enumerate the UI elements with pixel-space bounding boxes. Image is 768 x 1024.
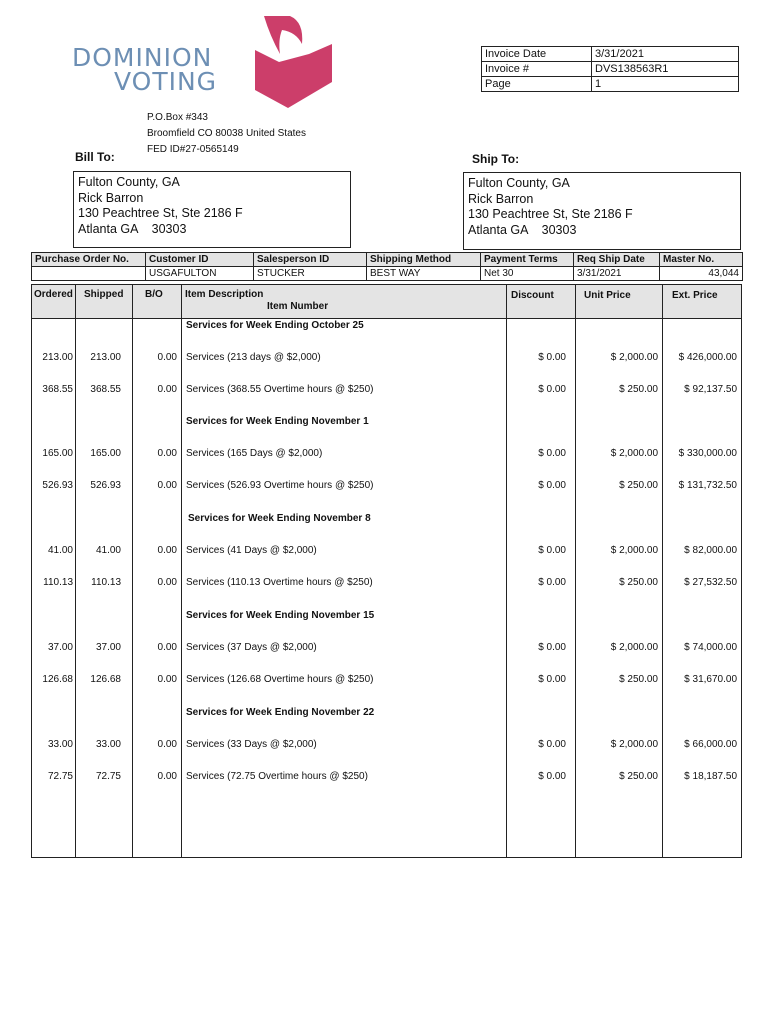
backorder-qty: 0.00 [157,739,177,750]
backorder-qty: 0.00 [157,577,177,588]
order-header-table [31,252,743,281]
ship-to-address [463,172,741,250]
logo-mark-icon [252,14,336,110]
ordered-qty: 110.13 [43,577,73,588]
salesperson-id-label: Salesperson ID [254,253,367,267]
item-description: Services (526.93 Overtime hours @ $250) [186,480,374,491]
section-title: Services for Week Ending November 22 [186,707,375,718]
column-header-bg [31,284,742,318]
req-ship-date-label: Req Ship Date [574,253,660,267]
company-fed-id: FED ID#27-0565149 [147,144,239,155]
grid-line [132,284,133,858]
payment-terms-value: Net 30 [481,267,574,281]
ordered-qty: 126.68 [42,674,73,685]
col-item-description-header: Item Description [185,289,264,300]
ordered-qty: 368.55 [42,384,73,395]
ext-price-value: $ 131,732.50 [678,480,737,491]
ext-price-value: $ 18,187.50 [684,771,737,782]
backorder-qty: 0.00 [157,480,177,491]
unit-price-value: $ 2,000.00 [610,642,658,653]
item-description: Services (41 Days @ $2,000) [186,545,317,556]
ship-to-line: Atlanta GA 30303 [468,222,577,237]
unit-price-value: $ 250.00 [619,674,658,685]
ext-price-value: $ 82,000.00 [684,545,737,556]
shipped-qty: 165.00 [90,448,121,459]
col-item-number-header: Item Number [267,301,329,312]
unit-price-value: $ 250.00 [619,480,658,491]
grid-line [75,284,76,858]
invoice-number-label: Invoice # [482,62,592,77]
ordered-qty: 526.93 [42,480,73,491]
col-ext-price-header: Ext. Price [672,290,718,301]
item-description: Services (165 Days @ $2,000) [186,448,323,459]
company-address-line2: Broomfield CO 80038 United States [147,128,306,139]
ordered-qty: 165.00 [42,448,73,459]
backorder-qty: 0.00 [157,352,177,363]
ship-to-line: 130 Peachtree St, Ste 2186 F [468,207,633,221]
customer-id-value: USGAFULTON [146,267,254,281]
grid-line [741,284,742,858]
backorder-qty: 0.00 [157,771,177,782]
grid-line [506,284,507,858]
section-title: Services for Week Ending October 25 [186,320,364,331]
invoice-date-value: 3/31/2021 [592,47,739,62]
backorder-qty: 0.00 [157,674,177,685]
unit-price-value: $ 2,000.00 [610,739,658,750]
item-description: Services (110.13 Overtime hours @ $250) [186,577,373,588]
shipped-qty: 37.00 [95,642,121,653]
grid-line [31,284,32,858]
shipped-qty: 110.13 [91,577,121,588]
invoice-number-value: DVS138563R1 [592,62,739,77]
col-discount-header: Discount [511,290,554,301]
ordered-qty: 33.00 [47,739,73,750]
ext-price-value: $ 74,000.00 [684,642,737,653]
section-title: Services for Week Ending November 1 [186,416,369,427]
page-value: 1 [592,77,739,92]
bill-to-line: Atlanta GA 30303 [78,221,187,236]
master-no-value: 43,044 [660,267,743,281]
shipping-method-value: BEST WAY [367,267,481,281]
logo-text-voting: VOTING [114,67,218,96]
bill-to-line: 130 Peachtree St, Ste 2186 F [78,206,243,220]
invoice-info-row [482,62,739,77]
bill-to-address [73,171,351,248]
invoice-info-row [482,47,739,62]
discount-value: $ 0.00 [538,739,566,750]
discount-value: $ 0.00 [538,545,566,556]
item-description: Services (126.68 Overtime hours @ $250) [186,674,374,685]
discount-value: $ 0.00 [538,480,566,491]
item-description: Services (37 Days @ $2,000) [186,642,317,653]
ship-to-line: Rick Barron [468,191,534,206]
discount-value: $ 0.00 [538,352,566,363]
salesperson-id-value: STUCKER [254,267,367,281]
section-title: Services for Week Ending November 8 [188,513,371,524]
grid-line [662,284,663,858]
backorder-qty: 0.00 [157,384,177,395]
item-description: Services (33 Days @ $2,000) [186,739,317,750]
ordered-qty: 213.00 [42,352,73,363]
ext-price-value: $ 31,670.00 [684,674,737,685]
po-number-value [32,267,146,281]
discount-value: $ 0.00 [538,771,566,782]
shipped-qty: 33.00 [95,739,121,750]
shipped-qty: 41.00 [95,545,121,556]
grid-line [181,284,182,858]
invoice-info-table [481,46,739,92]
ordered-qty: 72.75 [47,771,73,782]
invoice-info-row [482,77,739,92]
order-header-values [32,267,743,281]
section-title: Services for Week Ending November 15 [186,610,375,621]
item-description: Services (368.55 Overtime hours @ $250) [186,384,374,395]
col-shipped-header: Shipped [84,289,124,300]
unit-price-value: $ 250.00 [619,577,658,588]
backorder-qty: 0.00 [157,545,177,556]
bill-to-line: Rick Barron [78,190,144,205]
unit-price-value: $ 2,000.00 [610,352,658,363]
unit-price-value: $ 2,000.00 [610,448,658,459]
shipped-qty: 526.93 [90,480,121,491]
discount-value: $ 0.00 [538,384,566,395]
ship-to-label: Ship To: [472,152,520,166]
ordered-qty: 41.00 [47,545,73,556]
grid-line [31,857,742,858]
page-label: Page [482,77,592,92]
discount-value: $ 0.00 [538,674,566,685]
shipped-qty: 368.55 [90,384,121,395]
unit-price-value: $ 2,000.00 [610,545,658,556]
grid-line [575,284,576,858]
order-header-labels [32,253,743,267]
logo-text-dominion: DOMINION [72,43,213,72]
shipped-qty: 126.68 [90,674,121,685]
ext-price-value: $ 92,137.50 [684,384,737,395]
col-ordered-header: Ordered [34,289,73,300]
item-description: Services (213 days @ $2,000) [186,352,321,363]
grid-line [31,318,742,319]
unit-price-value: $ 250.00 [619,771,658,782]
backorder-qty: 0.00 [157,642,177,653]
master-no-label: Master No. [660,253,743,267]
bill-to-line: Fulton County, GA [78,175,180,189]
ship-to-line: Fulton County, GA [468,176,570,190]
ordered-qty: 37.00 [47,642,73,653]
ext-price-value: $ 27,532.50 [684,577,737,588]
discount-value: $ 0.00 [538,577,566,588]
discount-value: $ 0.00 [538,448,566,459]
payment-terms-label: Payment Terms [481,253,574,267]
customer-id-label: Customer ID [146,253,254,267]
col-unit-price-header: Unit Price [584,290,631,301]
shipped-qty: 72.75 [95,771,121,782]
unit-price-value: $ 250.00 [619,384,658,395]
ext-price-value: $ 426,000.00 [678,352,737,363]
bill-to-label: Bill To: [75,150,115,164]
ext-price-value: $ 330,000.00 [678,448,737,459]
invoice-date-label: Invoice Date [482,47,592,62]
backorder-qty: 0.00 [157,448,177,459]
ext-price-value: $ 66,000.00 [684,739,737,750]
grid-line [31,284,742,285]
shipping-method-label: Shipping Method [367,253,481,267]
shipped-qty: 213.00 [90,352,121,363]
col-bo-header: B/O [145,289,163,300]
company-address-line1: P.O.Box #343 [147,112,208,123]
po-number-label: Purchase Order No. [32,253,146,267]
item-description: Services (72.75 Overtime hours @ $250) [186,771,368,782]
discount-value: $ 0.00 [538,642,566,653]
req-ship-date-value: 3/31/2021 [574,267,660,281]
